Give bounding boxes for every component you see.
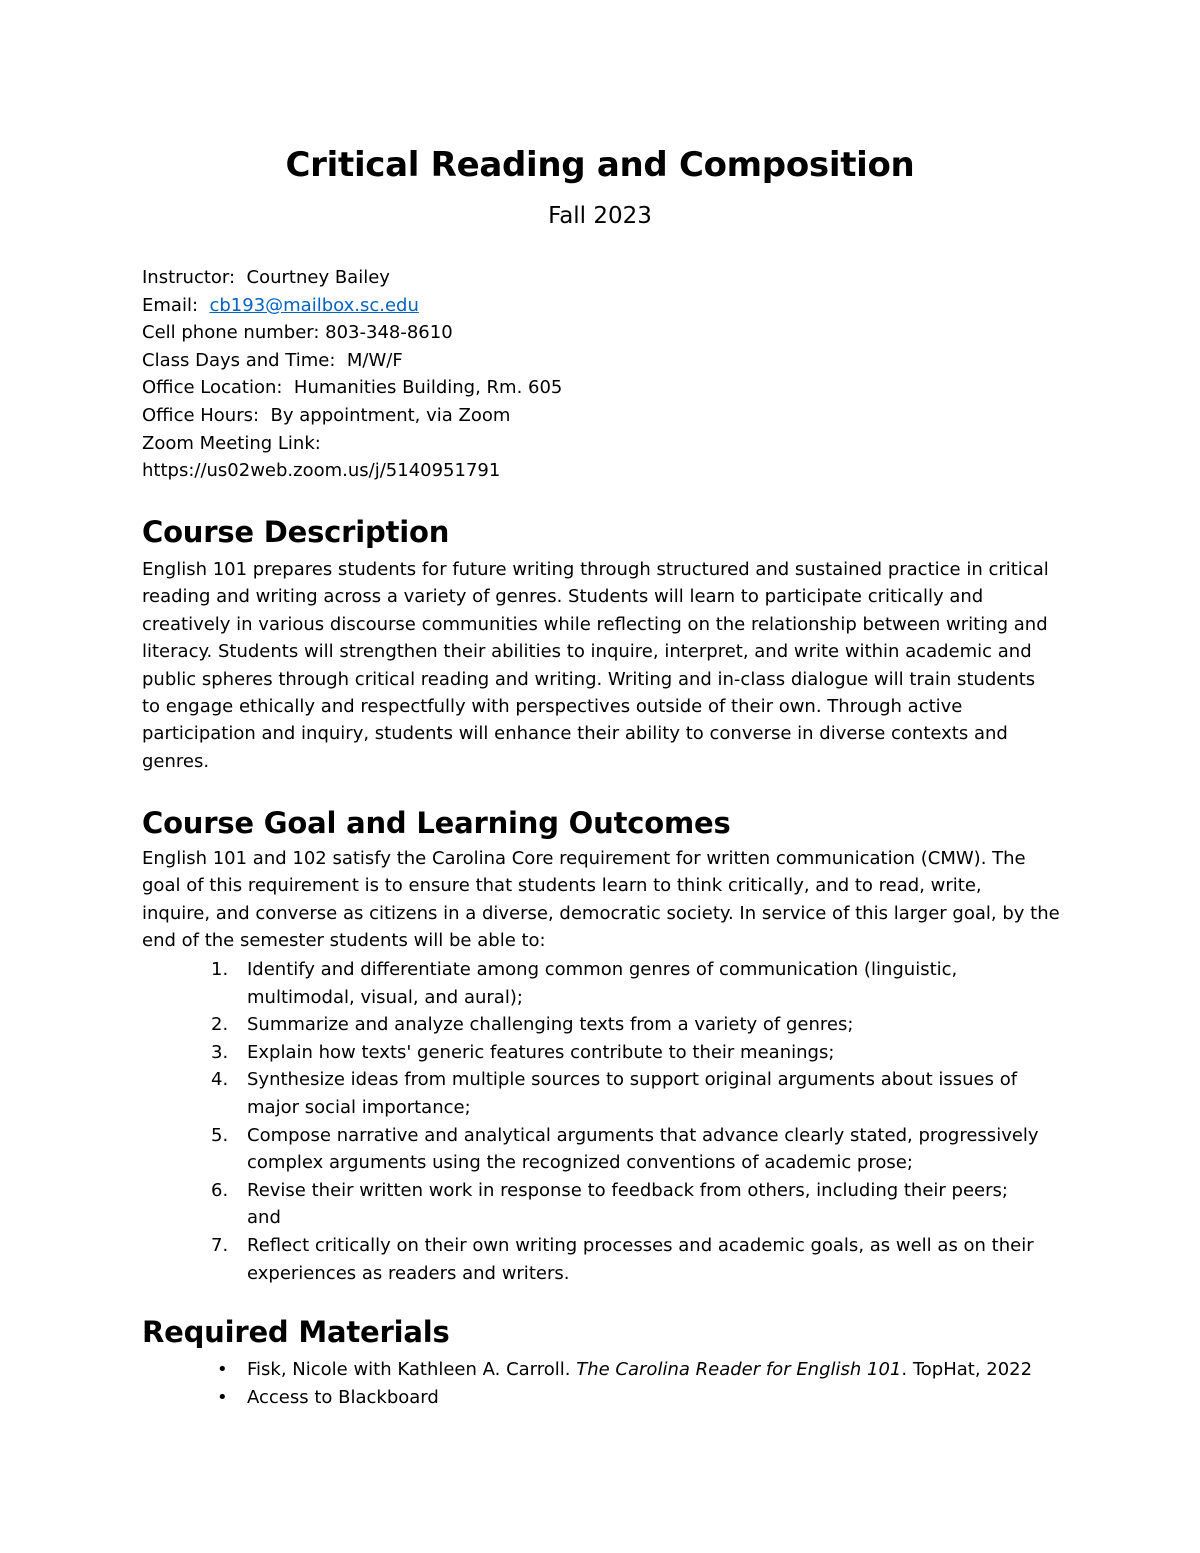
office-location-label: Office Location: — [142, 377, 283, 399]
outcome-number: 3. — [211, 1041, 229, 1063]
outcome-text: Revise their written work in response to feedback from others, including their peers; — [247, 1179, 1008, 1201]
material-publisher: . TopHat, 2022 — [901, 1359, 1033, 1380]
instructor-info-block — [142, 264, 562, 485]
document-title: Critical Reading and Composition — [285, 145, 915, 185]
outcome-number: 7. — [211, 1234, 229, 1256]
zoom-label-line: Zoom Meeting Link: — [142, 432, 321, 454]
outcome-text: experiences as readers and writers. — [247, 1262, 570, 1284]
required-materials-list — [142, 1356, 1032, 1411]
instructor-line — [142, 264, 562, 292]
outcome-text: Explain how texts' generic features contribute to their meanings; — [247, 1041, 835, 1063]
outcome-number: 5. — [211, 1124, 229, 1146]
paragraph-line: literacy. Students will strengthen their abilities to inquire, interpret, and write within academic and — [142, 641, 1032, 663]
bullet-icon: • — [217, 1386, 228, 1408]
outcome-number: 4. — [211, 1069, 229, 1091]
paragraph-line: English 101 prepares students for future writing through structured and sustained practice in critical — [142, 559, 1049, 580]
paragraph-line: inquire, and converse as citizens in a diverse, democratic society. In service of this larger goal, by the — [142, 902, 1060, 924]
outcome-item — [142, 1177, 1062, 1232]
instructor-value: Courtney Bailey — [246, 267, 390, 288]
phone-label: Cell phone number: — [142, 322, 320, 344]
instructor-label: Instructor: — [142, 267, 236, 288]
paragraph-line: goal of this requirement is to ensure that students learn to think critically, and to read, write, — [142, 875, 982, 897]
paragraph-line: to engage ethically and respectfully with perspectives outside of their own. Through active — [142, 696, 963, 718]
email-label: Email: — [142, 294, 199, 316]
outcome-item — [142, 1066, 1062, 1121]
email-link[interactable]: cb193@mailbox.sc.edu — [209, 294, 419, 316]
paragraph-line: end of the semester students will be able to: — [142, 930, 546, 952]
class-time-label: Class Days and Time: — [142, 349, 336, 371]
material-text: Fisk, Nicole with Kathleen A. Carroll. — [247, 1359, 577, 1380]
office-location-value: Humanities Building, Rm. 605 — [293, 377, 563, 399]
paragraph-line: genres. — [142, 750, 210, 772]
outcome-text: multimodal, visual, and aural); — [247, 986, 523, 1008]
outcome-number: 6. — [211, 1179, 229, 1201]
material-book-title: The Carolina Reader for English 101 — [576, 1359, 902, 1380]
material-item — [142, 1384, 1032, 1412]
learning-outcomes-list — [142, 956, 1062, 1287]
paragraph-line: creatively in various discourse communities while reflecting on the relationship between writing and — [142, 613, 1048, 635]
office-hours-line — [142, 402, 562, 430]
outcome-item — [142, 1232, 1062, 1287]
class-time-value: M/W/F — [346, 349, 403, 371]
outcome-text: major social importance; — [247, 1096, 471, 1118]
required-materials-heading: Required Materials — [142, 1315, 450, 1349]
outcome-text: Synthesize ideas from multiple sources to support original arguments about issues of — [247, 1069, 1018, 1091]
course-goal-paragraph — [142, 845, 1067, 955]
zoom-link: https://us02web.zoom.us/j/5140951791 — [142, 460, 501, 482]
material-item — [142, 1356, 1032, 1384]
paragraph-line: participation and inquiry, students will enhance their ability to converse in diverse contexts and — [142, 723, 1008, 745]
office-location-line — [142, 374, 562, 402]
material-text: Access to Blackboard — [247, 1386, 439, 1408]
outcome-item — [142, 1011, 1062, 1039]
course-goal-heading: Course Goal and Learning Outcomes — [142, 806, 731, 840]
course-description-paragraph — [142, 556, 1067, 775]
outcome-item — [142, 1039, 1062, 1067]
phone-line — [142, 319, 562, 347]
course-description-heading: Course Description — [142, 515, 450, 549]
outcome-text: and — [247, 1207, 281, 1229]
paragraph-line: English 101 and 102 satisfy the Carolina Core requirement for written communication (CMW). The — [142, 848, 1026, 869]
email-line — [142, 292, 562, 320]
outcome-number: 2. — [211, 1014, 229, 1036]
outcome-text: Reflect critically on their own writing processes and academic goals, as well as on their — [247, 1234, 1034, 1256]
phone-value: 803-348-8610 — [325, 322, 453, 344]
outcome-item — [142, 1122, 1062, 1177]
office-hours-label: Office Hours: — [142, 404, 260, 426]
document-term: Fall 2023 — [548, 203, 652, 229]
paragraph-line: public spheres through critical reading and writing. Writing and in-class dialogue will train students — [142, 668, 1036, 690]
class-time-line — [142, 347, 562, 375]
paragraph-line: reading and writing across a variety of genres. Students will learn to participate critically and — [142, 586, 984, 608]
office-hours-value: By appointment, via Zoom — [270, 404, 511, 426]
bullet-icon: • — [217, 1359, 228, 1380]
outcome-text: complex arguments using the recognized conventions of academic prose; — [247, 1152, 913, 1174]
outcome-item — [142, 956, 1062, 1011]
outcome-text: Summarize and analyze challenging texts from a variety of genres; — [247, 1014, 854, 1036]
outcome-text: Compose narrative and analytical arguments that advance clearly stated, progressively — [247, 1124, 1039, 1146]
outcome-number: 1. — [211, 959, 229, 980]
outcome-text: Identify and differentiate among common genres of communication (linguistic, — [247, 959, 958, 980]
